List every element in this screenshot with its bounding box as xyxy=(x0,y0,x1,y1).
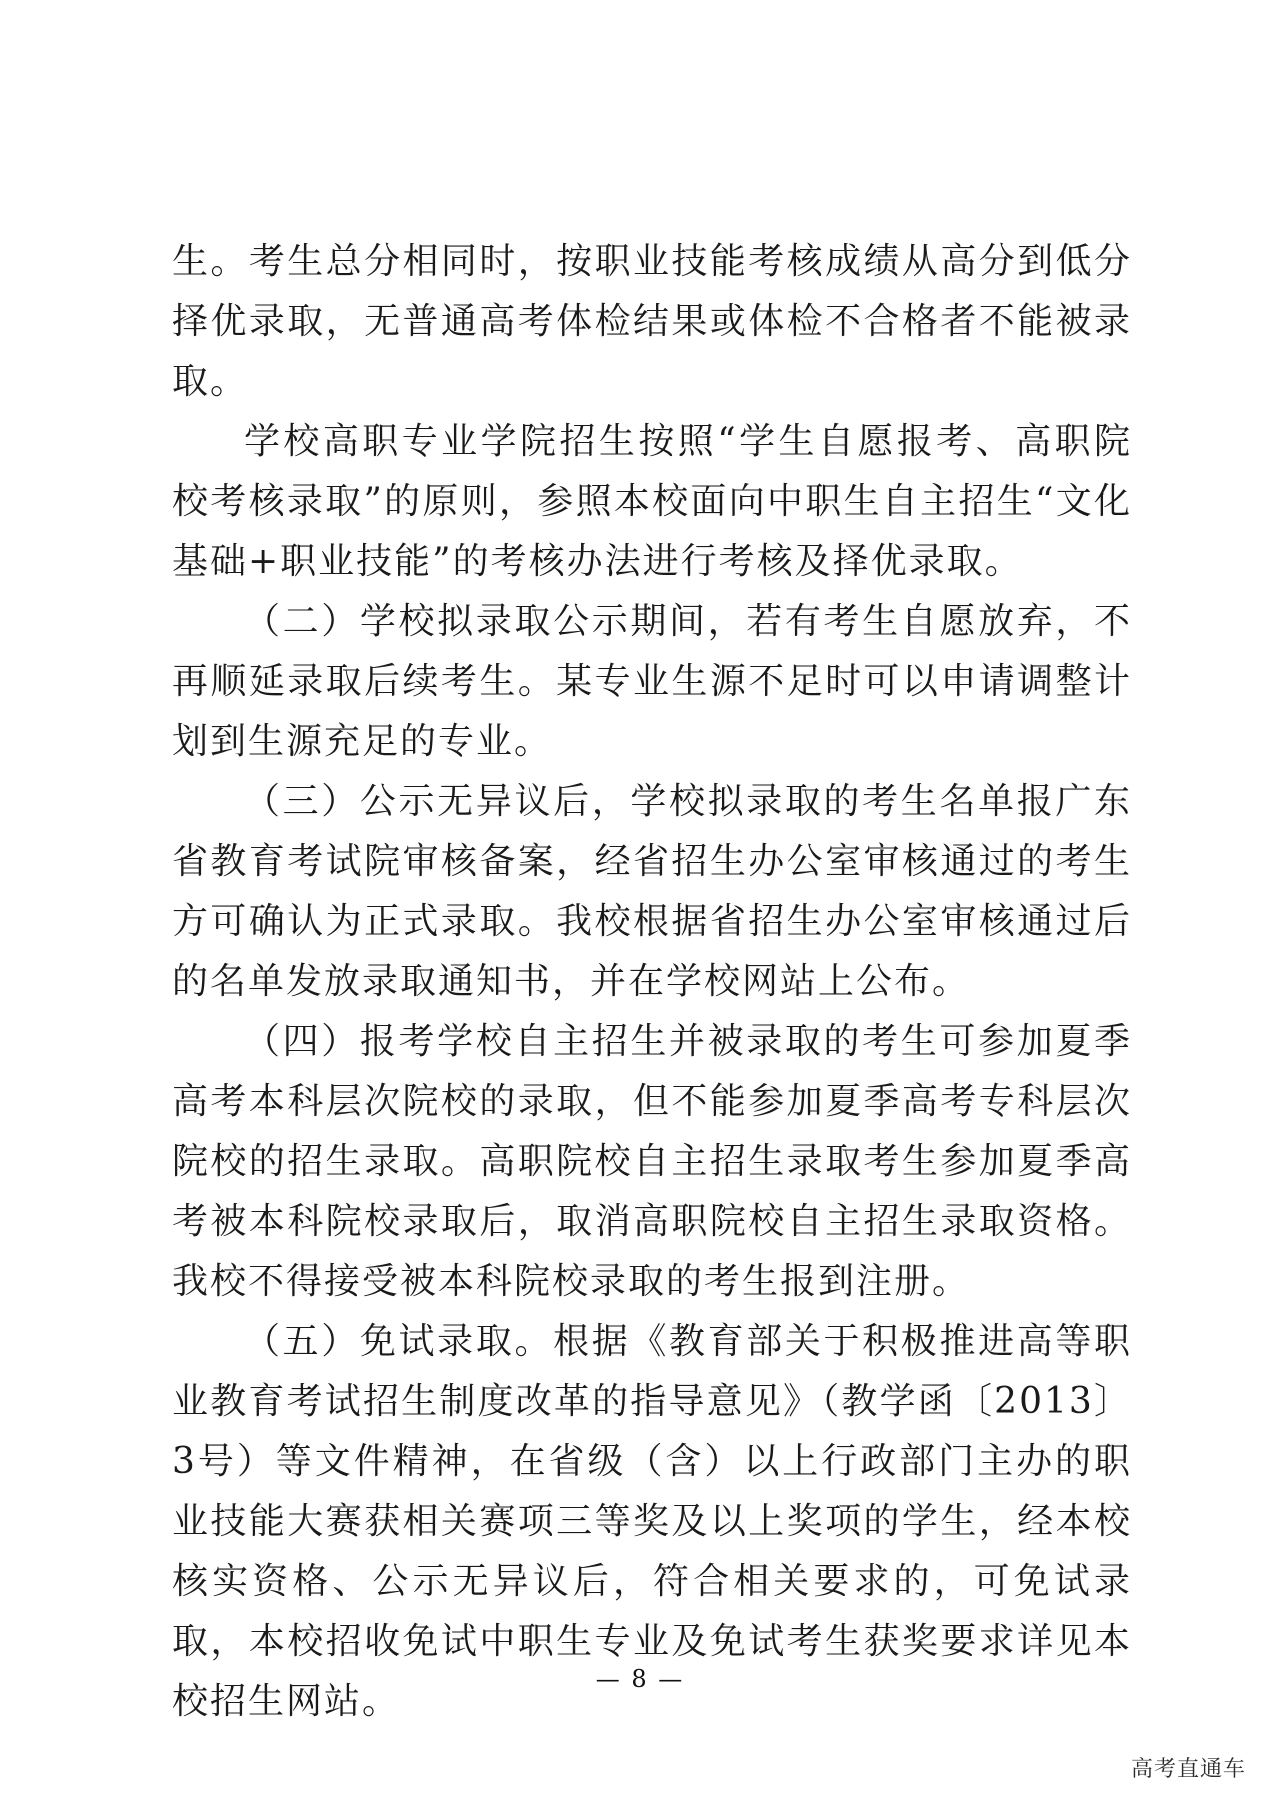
paragraph-section-3: （三）公示无异议后，学校拟录取的考生名单报广东省教育考试院审核备案，经省招生办公室审核通过的考生方可确认为正式录取。我校根据省招生办公室审核通过后的名单发放录取通知书，并在学校网站上公布。 xyxy=(172,781,1132,1002)
watermark-text: 高考直通车 xyxy=(1130,1757,1246,1782)
paragraph-admission-principle: 学校高职专业学院招生按照“学生自愿报考、高职院校考核录取”的原则，参照本校面向中职生自主招生“文化基础+职业技能”的考核办法进行考核及择优录取。 xyxy=(172,421,1132,582)
page-number: — 8 — xyxy=(595,1665,685,1693)
paragraph-section-5: （五）免试录取。根据《教育部关于积极推进高等职业教育考试招生制度改革的指导意见》（教学函〔2013〕3号）等文件精神，在省级（含）以上行政部门主办的职业技能大赛获相关赛项三等奖及以上奖项的学生，经本校核实资格、公示无异议后，符合相关要求的，可免试录取，本校招收免试中职生专业及免试考生获奖要求详见本校招生网站。 xyxy=(172,1321,1132,1722)
paragraph-section-2: （二）学校拟录取公示期间，若有考生自愿放弃，不再顺延录取后续考生。某专业生源不足时可以申请调整计划到生源充足的专业。 xyxy=(172,601,1132,762)
document-body xyxy=(172,232,1132,1732)
paragraph-section-4: （四）报考学校自主招生并被录取的考生可参加夏季高考本科层次院校的录取，但不能参加夏季高考专科层次院校的招生录取。高职院校自主招生录取考生参加夏季高考被本科院校录取后，取消高职院校自主招生录取资格。我校不得接受被本科院校录取的考生报到注册。 xyxy=(172,1021,1132,1302)
paragraph-continuation: 生。考生总分相同时，按职业技能考核成绩从高分到低分择优录取，无普通高考体检结果或体检不合格者不能被录取。 xyxy=(172,241,1132,402)
